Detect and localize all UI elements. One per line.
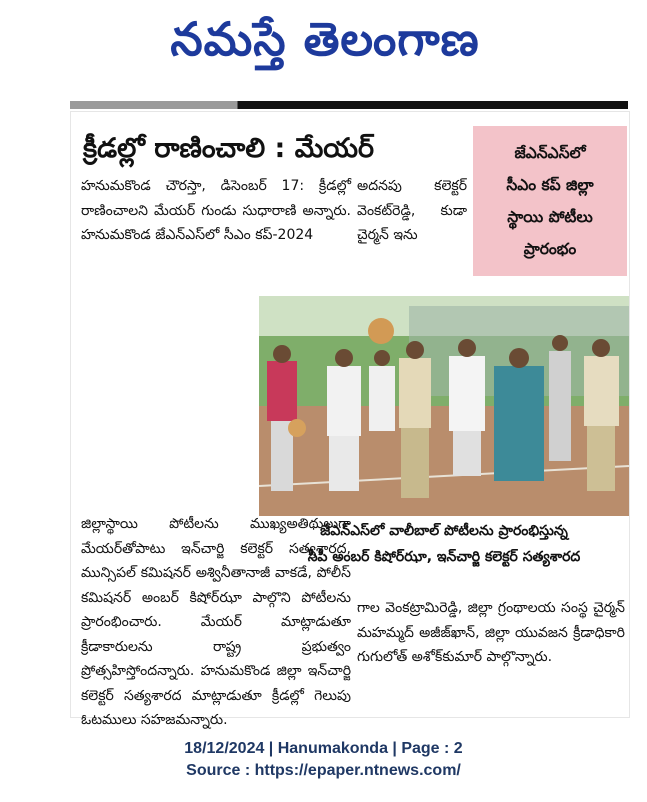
sidebar-line: స్థాయి పోటీలు (507, 208, 593, 226)
volleyball-photo-illustration (259, 296, 629, 516)
masthead-rule (70, 101, 628, 109)
page-footer (0, 738, 647, 782)
article-paragraph: జిల్లాస్థాయి పోటీలను ముఖ్యఅతిథులుగా మేయర్‌తోపాటు ఇన్‌చార్జి కలెక్టర్ సత్యశారద, మున్సిపల్ కమిషనర్ అశ్వినీతానాజీ వాకడే, పోలీస్ కమిషనర్ అంబర్ కిషోర్‌ఝా పాల్గొని పోటీలను ప్రారంభించారు. మేయర్ మాట్లాడుతూ క్రీడాకారులను రాష్ట్ర ప్రభుత్వం ప్రోత్సహిస్తోందన్నారు. హనుమకొండ జిల్లా ఇన్‌చార్జి కలెక్టర్ సత్యశారద మాట్లాడుతూ క్రీడల్లో గెలుపు ఓటములు సహజమన్నారు. (81, 516, 351, 728)
article-paragraph: గాల వెంకట్రామిరెడ్డి, జిల్లా గ్రంథాలయ సంస్థ చైర్మన్ మహమ్మద్ అజీజ్‌ఖాన్, జిల్లా యువజన క్రీడాధికారి గుగులోత్ అశోక్‌కుమార్ పాల్గొన్నారు. (357, 600, 625, 665)
sidebar-line: సీఎం కప్ జిల్లా (506, 176, 594, 194)
article-column-1-top (81, 174, 351, 248)
article-column-3 (357, 596, 625, 670)
caption-line: సీపీ అంబర్ కిషోర్‌ఝా, ఇన్‌చార్జి కలెక్టర్ సత్యశారద (307, 549, 581, 565)
newspaper-logo: నమస్తే తెలంగాణ (170, 12, 480, 66)
news-clipping (70, 111, 630, 728)
article-paragraph: అదనపు కలెక్టర్ వెంకట్‌రెడ్డి, కుడా చైర్మన్ ఇను (357, 178, 467, 243)
sidebar-line: ప్రారంభం (523, 240, 577, 258)
article-paragraph: హనుమకొండ చౌరస్తా, డిసెంబర్ 17: క్రీడల్లో రాణించాలని మేయర్ గుండు సుధారాణి అన్నారు. హనుమకొండ జేఎన్ఎస్‌లో సీఎం కప్-2024 (81, 178, 351, 243)
masthead (0, 0, 647, 100)
caption-line: జేఎన్ఎస్‌లో వాలీబాల్ పోటీలను ప్రారంభిస్తున్న (320, 523, 568, 539)
article-column-2-top (357, 174, 467, 248)
sidebar-line: జేఎన్ఎస్‌లో (514, 144, 586, 162)
news-photo (259, 296, 629, 516)
footer-source: Source : https://epaper.ntnews.com/ (186, 762, 461, 779)
sidebar-subheading-box (473, 126, 627, 276)
footer-date-edition: 18/12/2024 | Hanumakonda | Page : 2 (184, 740, 463, 757)
article-column-1-bottom (81, 512, 351, 733)
article-headline: క్రీడల్లో రాణించాలి : మేయర్ (83, 133, 375, 164)
